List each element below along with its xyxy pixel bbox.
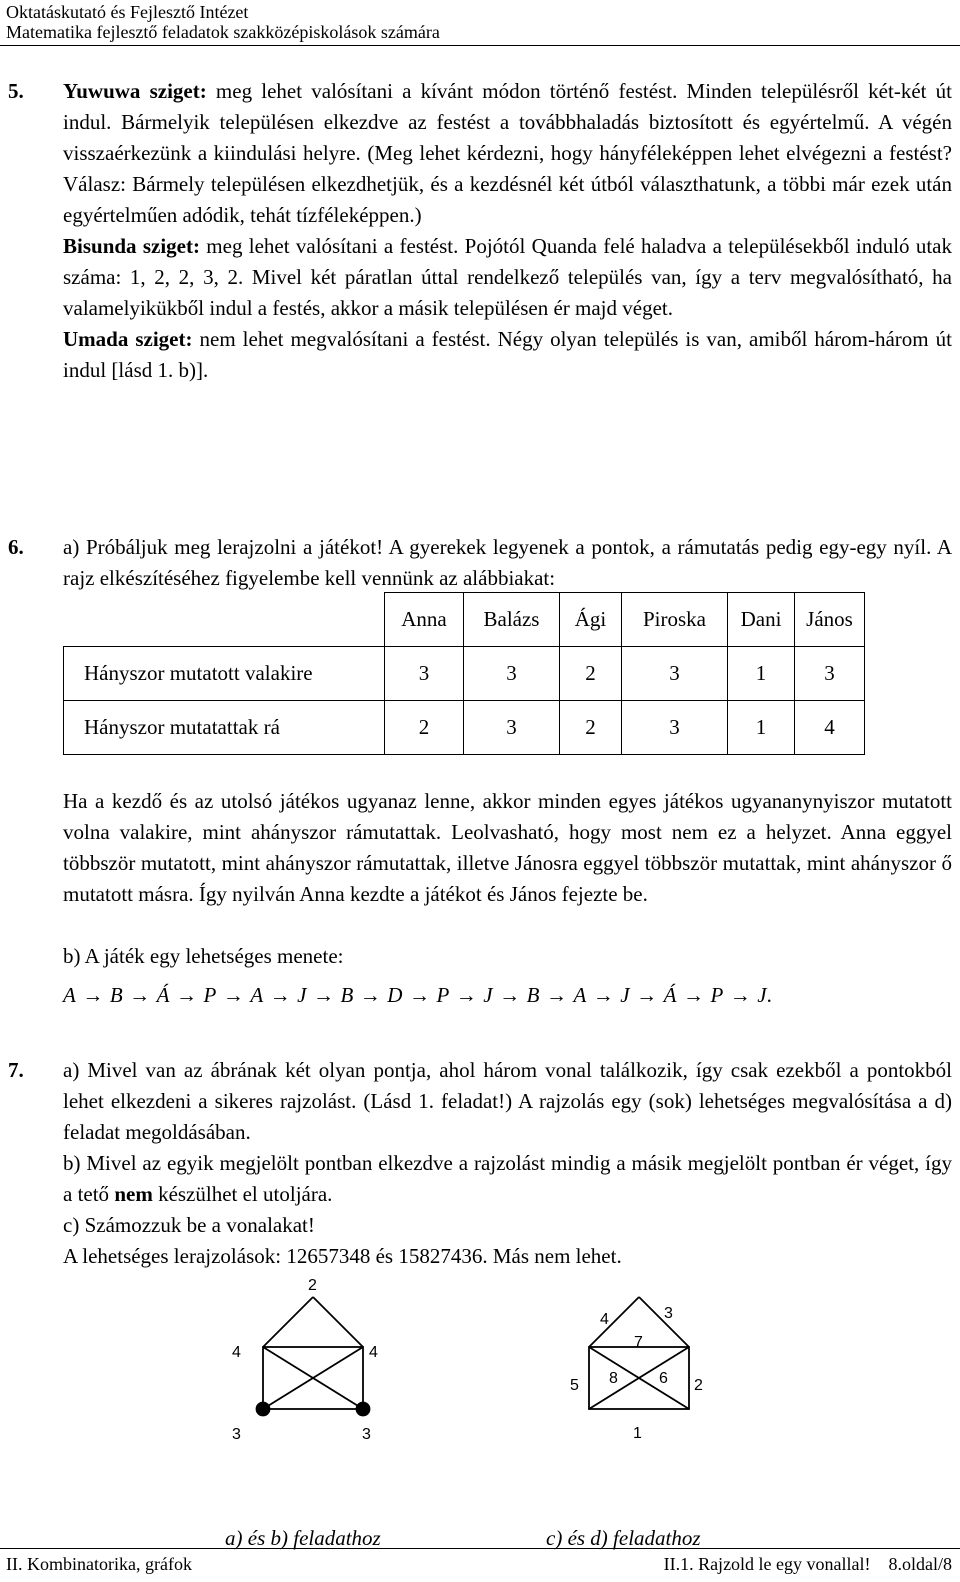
arrow-icon: → bbox=[359, 983, 382, 1007]
arrow-icon: → bbox=[82, 983, 104, 1007]
table-row bbox=[64, 647, 865, 701]
table-cell: 4 bbox=[795, 701, 865, 755]
label-left-mid: 4 bbox=[232, 1344, 241, 1361]
arrow-icon: → bbox=[545, 983, 568, 1007]
label-3: 3 bbox=[664, 1305, 673, 1322]
problem-6-a bbox=[8, 532, 952, 594]
label-6: 6 bbox=[659, 1370, 668, 1387]
problem-7-c-solutions: A lehetséges lerajzolások: 12657348 és 15827436. Más nem lehet. bbox=[63, 1244, 622, 1268]
pointing-table bbox=[63, 592, 865, 755]
arrow-icon: → bbox=[408, 983, 431, 1007]
table-cell: 2 bbox=[560, 647, 622, 701]
problem-7-c: c) Számozzuk be a vonalakat! bbox=[63, 1213, 315, 1237]
arrow-icon: → bbox=[175, 983, 198, 1007]
table-header-cell: Anna bbox=[385, 593, 464, 647]
problem-5-yuwuwa bbox=[8, 76, 952, 231]
table-cell: 1 bbox=[728, 647, 795, 701]
label-top: 2 bbox=[308, 1277, 317, 1294]
caption-left: a) és b) feladathoz bbox=[225, 1526, 381, 1550]
label-bottom-right: 3 bbox=[362, 1426, 371, 1443]
label-8: 8 bbox=[609, 1370, 618, 1387]
problem-7-a-text: a) Mivel van az ábrának két olyan pontja, ahol három vonal találkozik, így csak ezekből a pontokból lehet elkezdeni a sikeres rajzolást. (Lásd 1. feladat!) A rajzolás egy (sok) lehetséges megvalósítása a d) feladat megoldásában. bbox=[63, 1058, 952, 1144]
problem-number: 7. bbox=[8, 1058, 24, 1082]
sequence-item: D bbox=[387, 983, 403, 1007]
figures bbox=[0, 1270, 960, 1530]
table-row-label: Hányszor mutatott valakire bbox=[64, 647, 385, 701]
page-footer bbox=[0, 1548, 960, 1582]
sequence-item: P bbox=[203, 983, 217, 1007]
problem-6-a-text: a) Próbáljuk meg lerajzolni a játékot! A gyerekek legyenek a pontok, a rámutatás pedig egy-egy nyíl. A rajz elkészítéséhez figyelembe kell vennünk az alábbiakat: bbox=[63, 535, 952, 590]
problem-6-after-table: Ha a kezdő és az utolsó játékos ugyanaz lenne, akkor minden egyes játékos ugyananynyiszor mutatott volna valakire, mint ahányszor rámutattak. Leolvasható, hogy most nem ez a helyzet. Anna eggyel többször mutatott, mint ahányszor rámutattak, illetve Jánosra eggyel többször mutattak, mint ahányszor ő mutatott másra. Így nyilván Anna kezdte a játékot és János fejezte be. bbox=[63, 789, 952, 906]
table-row-label: Hányszor mutatattak rá bbox=[64, 701, 385, 755]
table-cell: 3 bbox=[464, 647, 560, 701]
sequence-item: A bbox=[250, 983, 264, 1007]
page-header bbox=[0, 0, 960, 46]
yuwuwa-label: Yuwuwa sziget: bbox=[63, 79, 207, 103]
arrow-icon: → bbox=[455, 983, 478, 1007]
sequence-item: A bbox=[63, 983, 77, 1007]
problem-7-b-text: b) Mivel az egyik megjelölt pontban elkezdve a rajzolást mindig a másik megjelölt pontban ér véget, így a tető bbox=[63, 1151, 952, 1206]
label-4: 4 bbox=[600, 1311, 609, 1328]
table-header-cell: János bbox=[795, 593, 865, 647]
sequence-item: J bbox=[297, 983, 307, 1007]
arrow-icon: → bbox=[269, 983, 292, 1007]
arrow-icon: → bbox=[592, 983, 615, 1007]
table-cell: 3 bbox=[622, 701, 728, 755]
problem-7-b-bold: nem bbox=[114, 1182, 153, 1206]
label-7: 7 bbox=[634, 1334, 643, 1351]
arrow-icon: → bbox=[682, 983, 705, 1007]
problem-6-b: b) A játék egy lehetséges menete: bbox=[63, 944, 344, 968]
table-cell: 3 bbox=[795, 647, 865, 701]
footer-right: II.1. Rajzold le egy vonallal! 8.oldal/8 bbox=[663, 1554, 952, 1574]
table-row bbox=[64, 701, 865, 755]
problem-7-b bbox=[8, 1148, 952, 1210]
table-cell: 3 bbox=[385, 647, 464, 701]
house-figure-left bbox=[257, 1297, 370, 1416]
umada-text: nem lehet megvalósítani a festést. Négy olyan település is van, amiből három-három út indul [lásd 1. b)]. bbox=[63, 327, 952, 382]
umada-label: Umada sziget: bbox=[63, 327, 193, 351]
table-header-cell: Ági bbox=[560, 593, 622, 647]
table-cell: 2 bbox=[560, 701, 622, 755]
footer-left: II. Kombinatorika, gráfok bbox=[6, 1554, 192, 1574]
problem-6 bbox=[8, 532, 952, 594]
game-sequence bbox=[63, 983, 773, 1008]
sequence-item: P bbox=[710, 983, 724, 1007]
problem-7-b-text-end: készülhet el utoljára. bbox=[152, 1182, 333, 1206]
table-header-cell: Balázs bbox=[464, 593, 560, 647]
problem-5-bisunda bbox=[8, 231, 952, 324]
label-bottom-left: 3 bbox=[232, 1426, 241, 1443]
table-cell: 1 bbox=[728, 701, 795, 755]
problem-7-a bbox=[8, 1055, 952, 1148]
table-corner-cell bbox=[64, 593, 385, 647]
problem-5 bbox=[8, 76, 952, 386]
arrow-icon: → bbox=[312, 983, 335, 1007]
table-cell: 2 bbox=[385, 701, 464, 755]
arrow-icon: → bbox=[636, 983, 658, 1007]
arrow-icon: → bbox=[129, 983, 151, 1007]
table-cell: 3 bbox=[464, 701, 560, 755]
sequence-item: B bbox=[340, 983, 354, 1007]
table-header-cell: Dani bbox=[728, 593, 795, 647]
table-cell: 3 bbox=[622, 647, 728, 701]
sequence-item: J. bbox=[757, 983, 773, 1007]
sequence-item: B bbox=[109, 983, 124, 1007]
label-1: 1 bbox=[633, 1425, 642, 1442]
problem-number: 6. bbox=[8, 535, 24, 559]
problem-6-explanation bbox=[63, 786, 952, 910]
sequence-item: Á bbox=[663, 983, 677, 1007]
sequence-item: P bbox=[436, 983, 450, 1007]
caption-right: c) és d) feladathoz bbox=[546, 1526, 701, 1550]
header-line-1: Oktatáskutató és Fejlesztő Intézet bbox=[6, 2, 249, 22]
arrow-icon: → bbox=[499, 983, 521, 1007]
arrow-icon: → bbox=[222, 983, 245, 1007]
sequence-item: B bbox=[526, 983, 540, 1007]
sequence-item: J bbox=[620, 983, 631, 1007]
header-line-2: Matematika fejlesztő feladatok szakközépiskolások számára bbox=[6, 22, 440, 42]
bisunda-label: Bisunda sziget: bbox=[63, 234, 200, 258]
table-header-cell: Piroska bbox=[622, 593, 728, 647]
sequence-item: A bbox=[573, 983, 587, 1007]
bisunda-text: meg lehet valósítani a festést. Pojótól Quanda felé haladva a településekből induló utak száma: 1, 2, 2, 3, 2. Mivel két páratlan úttal rendelkező település van, így a terv megvalósítható, ha valamelyikükből indul a festés, akkor a másik településen ér majd véget. bbox=[63, 234, 953, 320]
problem-number: 5. bbox=[8, 79, 24, 103]
arrow-icon: → bbox=[729, 983, 752, 1007]
table-header-row bbox=[64, 593, 865, 647]
problem-7 bbox=[8, 1055, 952, 1272]
problem-5-umada bbox=[8, 324, 952, 386]
sequence-item: Á bbox=[156, 983, 170, 1007]
sequence-item: J bbox=[483, 983, 494, 1007]
label-5: 5 bbox=[570, 1377, 579, 1394]
label-2: 2 bbox=[694, 1377, 703, 1394]
yuwuwa-text: meg lehet valósítani a kívánt módon történő festést. Minden településről két-két út indul. Bármelyik településen elkezdve az festést a továbbhaladás biztosított és egyértelmű. A végén visszaérkezünk a kiindulási helyre. (Meg lehet kérdezni, hogy hányféleképpen lehet elvégezni a festést? Válasz: Bármely településen elkezdhetjük, és a kezdésnél két útból választhatunk, a többi már ezek után egyértelműen adódik, tehát tízféleképpen.) bbox=[63, 79, 953, 227]
label-right-mid: 4 bbox=[369, 1344, 378, 1361]
